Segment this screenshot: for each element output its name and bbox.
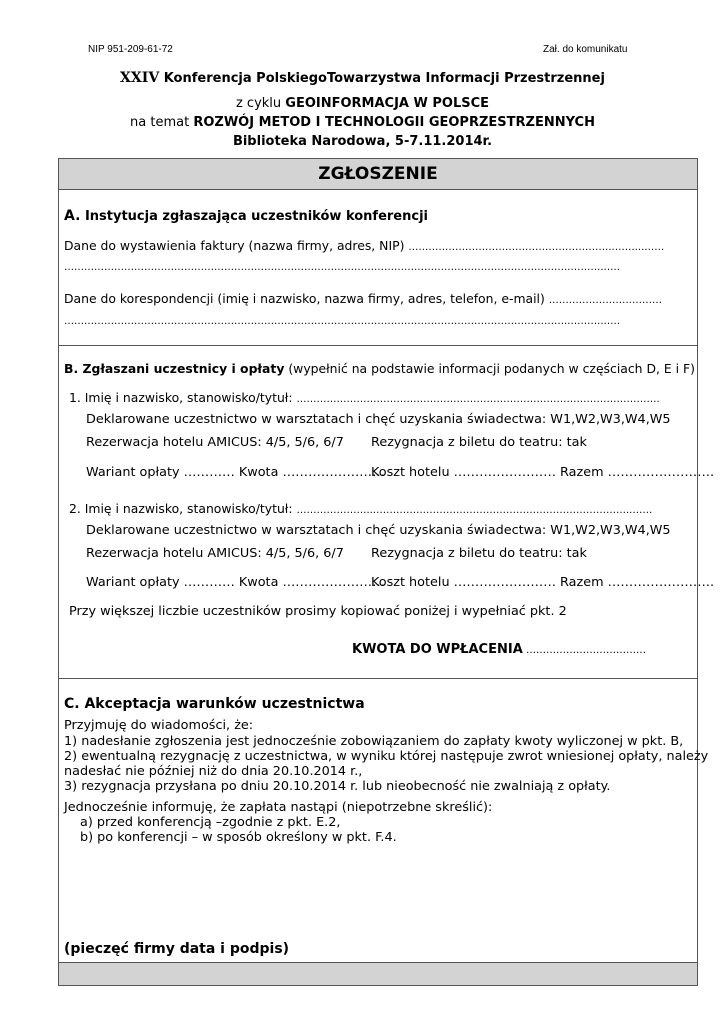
copy-participants-note: Przy większej liczbie uczestników prosimy kopiować poniżej i wypełniać pkt. 2 <box>69 604 567 619</box>
nip-number: NIP 951-209-61-72 <box>88 44 173 55</box>
signature-label: (pieczęć firmy data i podpis) <box>64 941 290 957</box>
payment-option-a[interactable]: a) przed konferencją –zgodnie z pkt. E.2, <box>80 815 341 830</box>
conference-topic <box>0 115 725 130</box>
form-footer-bar <box>59 963 697 985</box>
participant-1-workshops[interactable]: Deklarowane uczestnictwo w warsztatach i chęć uzyskania świadectwa: W1,W2,W3,W4,W5 <box>86 412 671 427</box>
participant-1-fee-variant[interactable]: Wariant opłaty ………… Kwota …………………… <box>86 465 385 480</box>
form-title: ZGŁOSZENIE <box>318 164 438 184</box>
correspondence-dots: …………………….……… <box>548 295 662 306</box>
attachment-note: Zał. do komunikatu <box>543 44 628 55</box>
payment-intro: Jednocześnie informuję, że zapłata nastąpi (niepotrzebne skreślić): <box>64 800 493 815</box>
participant-2-workshops[interactable]: Deklarowane uczestnictwo w warsztatach i chęć uzyskania świadectwa: W1,W2,W3,W4,W5 <box>86 523 671 538</box>
participant-2-theatre[interactable]: Rezygnacja z biletu do teatru: tak <box>371 546 587 561</box>
divider-title <box>58 189 698 190</box>
participant-1-name-dots: ………………………………………………………………………………………………. <box>296 394 660 405</box>
participant-2-name-field[interactable] <box>69 501 652 516</box>
correspondence-data-line-2[interactable]: …………………………………………………………………………………………………………………………………….………..….. <box>64 316 620 327</box>
participant-1-hotel-cost[interactable]: Koszt hotelu …………………… Razem ……………………. <box>371 465 715 480</box>
total-amount-label: KWOTA DO WPŁACENIA <box>352 642 523 657</box>
participant-2-fee-variant[interactable]: Wariant opłaty ………… Kwota …………………… <box>86 575 385 590</box>
section-b-note: (wypełnić na podstawie informacji podanych w częściach D, E i F) <box>284 361 695 376</box>
participant-2-hotel[interactable]: Rezerwacja hotelu AMICUS: 4/5, 5/6, 6/7 <box>86 546 344 561</box>
cycle-prefix: z cyklu <box>235 96 286 111</box>
total-amount-field[interactable] <box>352 642 646 657</box>
divider-b <box>58 678 698 679</box>
participant-2-hotel-cost[interactable]: Koszt hotelu …………………… Razem ……………………. <box>371 575 715 590</box>
cycle-name: GEOINFORMACJA W POLSCE <box>285 96 490 111</box>
section-c-heading: C. Akceptacja warunków uczestnictwa <box>64 696 365 712</box>
invoice-dots: ……………………………………………………..……...…… <box>408 242 665 253</box>
participant-1-hotel[interactable]: Rezerwacja hotelu AMICUS: 4/5, 5/6, 6/7 <box>86 435 344 450</box>
participant-2-name-label: 2. Imię i nazwisko, stanowisko/tytuł: <box>69 501 297 516</box>
payment-option-b[interactable]: b) po konferencji – w sposób określony w pkt. F.4. <box>80 830 397 845</box>
correspondence-label: Dane do korespondencji (imię i nazwisko, nazwa firmy, adres, telefon, e-mail) <box>64 291 549 306</box>
acceptance-line-3: 2) ewentualną rezygnację z uczestnictwa, w wyniku której następuje zwrot wniesionej opłaty, należy <box>64 749 709 764</box>
invoice-data-field[interactable] <box>64 238 664 253</box>
participant-2-name-dots: …………………..…………….……………………………………………………..…… <box>296 505 653 516</box>
section-a-heading <box>64 208 428 224</box>
conference-number: XXIV <box>120 70 160 86</box>
form-frame <box>58 158 698 986</box>
acceptance-line-2: 1) nadesłanie zgłoszenia jest jednocześnie zobowiązaniem do zapłaty kwoty wyliczonej w pkt. B, <box>64 734 684 749</box>
participant-1-name-label: 1. Imię i nazwisko, stanowisko/tytuł: <box>69 390 297 405</box>
topic-prefix: na temat <box>130 115 194 130</box>
topic-name: ROZWÓJ METOD I TECHNOLOGII GEOPRZESTRZENNYCH <box>193 115 595 130</box>
participant-1-theatre[interactable]: Rezygnacja z biletu do teatru: tak <box>371 435 587 450</box>
conference-name: Konferencja PolskiegoTowarzystwa Informacji Przestrzennej <box>159 71 605 86</box>
section-b-heading <box>64 361 695 376</box>
conference-cycle <box>0 96 725 111</box>
invoice-label: Dane do wystawienia faktury (nazwa firmy, adres, NIP) <box>64 238 409 253</box>
conference-venue: Biblioteka Narodowa, 5-7.11.2014r. <box>232 134 493 149</box>
acceptance-line-1: Przyjmuję do wiadomości, że: <box>64 718 254 733</box>
divider-a <box>58 345 698 346</box>
section-a-title: Instytucja zgłaszająca uczestników konferencji <box>80 209 429 224</box>
section-a-letter: A. <box>64 208 81 224</box>
conference-title <box>0 70 725 86</box>
acceptance-line-5: 3) rezygnacja przysłana po dniu 20.10.2014 r. lub nieobecność nie zwalniają z opłaty. <box>64 779 611 794</box>
acceptance-line-4: nadesłać nie później niż do dnia 20.10.2014 r., <box>64 764 363 779</box>
correspondence-data-field[interactable] <box>64 291 662 306</box>
total-amount-dots: ……………………………… <box>522 645 646 656</box>
section-b-title: B. Zgłaszani uczestnicy i opłaty <box>64 361 285 376</box>
participant-1-name-field[interactable] <box>69 390 660 405</box>
invoice-data-line-2[interactable]: …………………………………………………………………………………………………………………………………….………..….. <box>64 262 620 273</box>
